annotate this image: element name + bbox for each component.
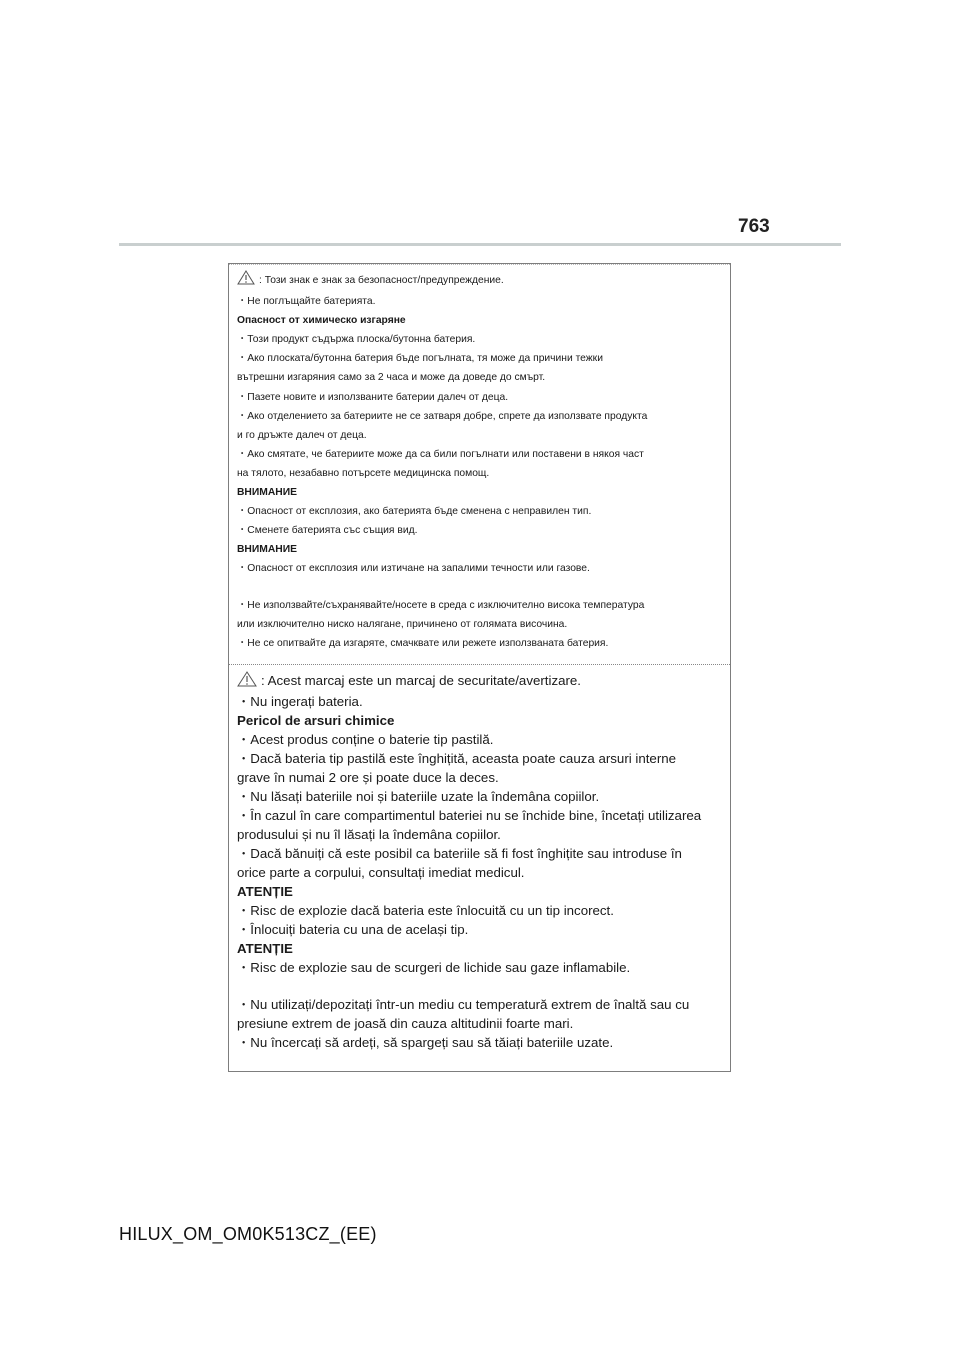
caution-heading: ВНИМАНИЕ: [237, 544, 297, 556]
warning-line: ・Сменете батерията със същия вид.: [237, 525, 418, 537]
warning-line: ・Ако отделението за батериите не се затваря добре, спрете да използвате продукта: [237, 410, 648, 422]
spacer: [237, 579, 725, 596]
warning-line: ・Не се опитвайте да изгаряте, смачквате или режете използваната батерия.: [237, 637, 609, 649]
warning-triangle-icon: [237, 671, 257, 692]
warning-line: produsului și nu îl lăsați la îndemâna copiilor.: [237, 827, 501, 842]
section-divider: [229, 664, 730, 665]
manual-code-footer: HILUX_OM_OM0K513CZ_(EE): [119, 1224, 377, 1244]
warning-line: ・Nu lăsați bateriile noi și bateriile uzate la îndemâna copiilor.: [237, 789, 600, 804]
top-dotted-line: [229, 264, 730, 265]
warning-line: ・Nu încercați să ardeți, să spargeți sau să tăiați bateriile uzate.: [237, 1035, 614, 1050]
warning-line: ・Ако плоската/бутонна батерия бъде погълната, тя може да причини тежки: [237, 353, 603, 365]
warning-line: presiune extrem de joasă din cauza altitudinii foarte mari.: [237, 1016, 574, 1031]
bulgarian-section: [237, 270, 725, 653]
header-rule: [119, 243, 841, 246]
battery-warning-box: [228, 263, 731, 1072]
sign-line: [237, 270, 725, 292]
warning-line: ・Dacă bateria tip pastilă este înghițită, aceasta poate cauza arsuri interne: [237, 751, 677, 766]
warning-line: ・Не използвайте/съхранявайте/носете в среда с изключително висока температура: [237, 599, 645, 611]
warning-line: ・Ако смятате, че батериите може да са били погълнати или поставени в някоя част: [237, 448, 644, 460]
caution-heading: ATENȚIE: [237, 884, 293, 899]
warning-line: ・Risc de explozie dacă bateria este înlocuită cu un tip incorect.: [237, 903, 614, 918]
sign-text: : Acest marcaj este un marcaj de securitate/avertizare.: [261, 673, 582, 688]
romanian-section: [237, 671, 725, 1052]
warning-line: ・Nu utilizați/depozitați într-un mediu cu temperatură extrem de înaltă sau cu: [237, 997, 690, 1012]
sign-line: [237, 671, 725, 692]
spacer: [237, 977, 725, 995]
warning-line: grave în numai 2 ore și poate duce la deces.: [237, 770, 499, 785]
warning-line: ・Nu ingerați bateria.: [237, 694, 363, 709]
sign-text: : Този знак е знак за безопасност/предупреждение.: [259, 275, 504, 286]
warning-line: ・Не поглъщайте батерията.: [237, 296, 376, 308]
warning-line: на тялото, незабавно потърсете медицинска помощ.: [237, 467, 490, 479]
caution-heading: ATENȚIE: [237, 941, 293, 956]
page-number: 763: [738, 216, 770, 237]
section-heading: Pericol de arsuri chimice: [237, 713, 395, 728]
warning-line: ・Acest produs conține o baterie tip pastilă.: [237, 732, 494, 747]
warning-line: orice parte a corpului, consultați imediat medicul.: [237, 865, 525, 880]
warning-line: ・Този продукт съдържа плоска/бутонна батерия.: [237, 334, 476, 346]
warning-line: ・Пазете новите и използваните батерии далеч от деца.: [237, 391, 509, 403]
warning-line: и го дръжте далеч от деца.: [237, 429, 367, 441]
warning-triangle-icon: [237, 270, 255, 292]
warning-line: ・Опасност от експлозия или изтичане на запалими течности или газове.: [237, 563, 590, 575]
warning-line: ・Опасност от експлозия, ако батерията бъде сменена с неправилен тип.: [237, 506, 592, 518]
warning-line: ・Înlocuiți bateria cu una de același tip.: [237, 922, 469, 937]
warning-line: вътрешни изгаряния само за 2 часа и може да доведе до смърт.: [237, 372, 546, 384]
caution-heading: ВНИМАНИЕ: [237, 487, 297, 499]
warning-line: или изключително ниско налягане, причинено от голямата височина.: [237, 618, 568, 630]
section-heading: Опасност от химическо изгаряне: [237, 315, 406, 327]
warning-line: ・Risc de explozie sau de scurgeri de lichide sau gaze inflamabile.: [237, 960, 631, 975]
warning-line: ・În cazul în care compartimentul bateriei nu se închide bine, încetați utilizarea: [237, 808, 702, 823]
warning-line: ・Dacă bănuiți că este posibil ca bateriile să fi fost înghițite sau introduse în: [237, 846, 682, 861]
